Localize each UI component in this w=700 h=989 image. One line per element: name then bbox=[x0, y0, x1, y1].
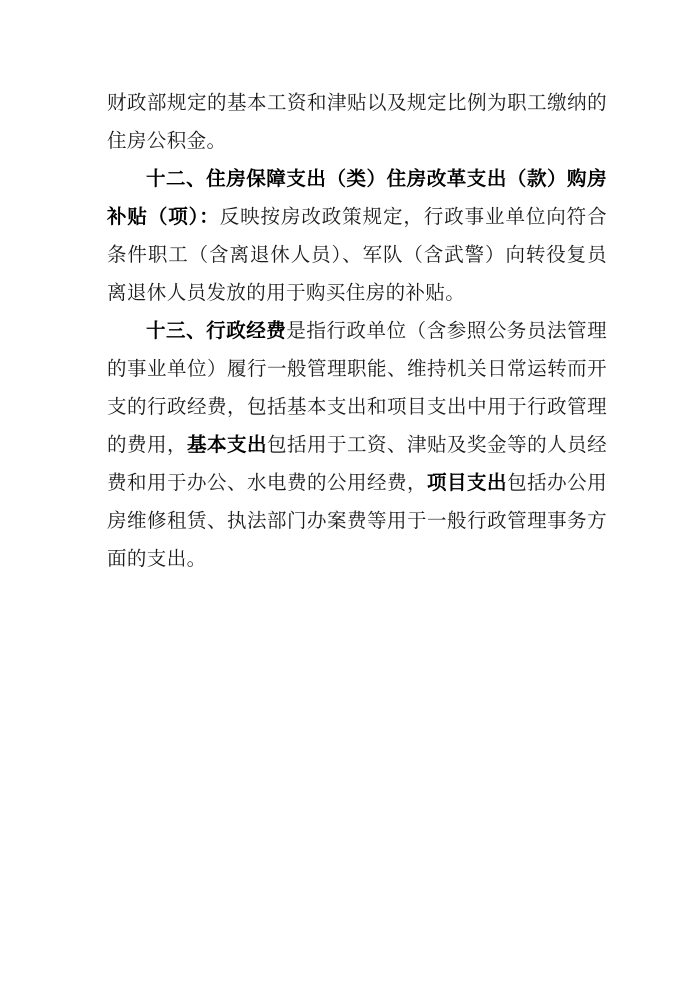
item-thirteen-heading: 十三、行政经费 bbox=[146, 319, 287, 342]
paragraph-item-thirteen bbox=[107, 312, 607, 578]
project-expenditure-description: 包括办公用房维修租赁、执法部门办案费等用于一般行政管理事务方面的支出。 bbox=[107, 471, 607, 570]
paragraph-item-twelve bbox=[107, 160, 607, 312]
text-run: 财政部规定的基本工资和津贴以及规定比例为职工缴纳的住房公积金。 bbox=[107, 91, 607, 152]
basic-expenditure-term: 基本支出 bbox=[187, 433, 268, 456]
paragraph-housing-fund-continuation bbox=[107, 84, 607, 160]
basic-expenditure-description: 包括用于工资、津贴及奖金等的人员经费和用于办公、水电费的公用经费， bbox=[107, 433, 607, 494]
item-thirteen-definition: 是指行政单位（含参照公务员法管理的事业单位）履行一般管理职能、维持机关日常运转而开支的行政经费，包括基本支出和项目支出中用于行政管理的费用， bbox=[107, 319, 607, 456]
document-body bbox=[107, 84, 607, 578]
item-twelve-description: 反映按房改政策规定，行政事业单位向符合条件职工（含离退休人员）、军队（含武警）向转役复员离退休人员发放的用于购买住房的补贴。 bbox=[107, 205, 607, 304]
item-twelve-heading: 十二、住房保障支出（类）住房改革支出（款）购房补贴（项）： bbox=[107, 167, 607, 228]
project-expenditure-term: 项目支出 bbox=[427, 471, 508, 494]
